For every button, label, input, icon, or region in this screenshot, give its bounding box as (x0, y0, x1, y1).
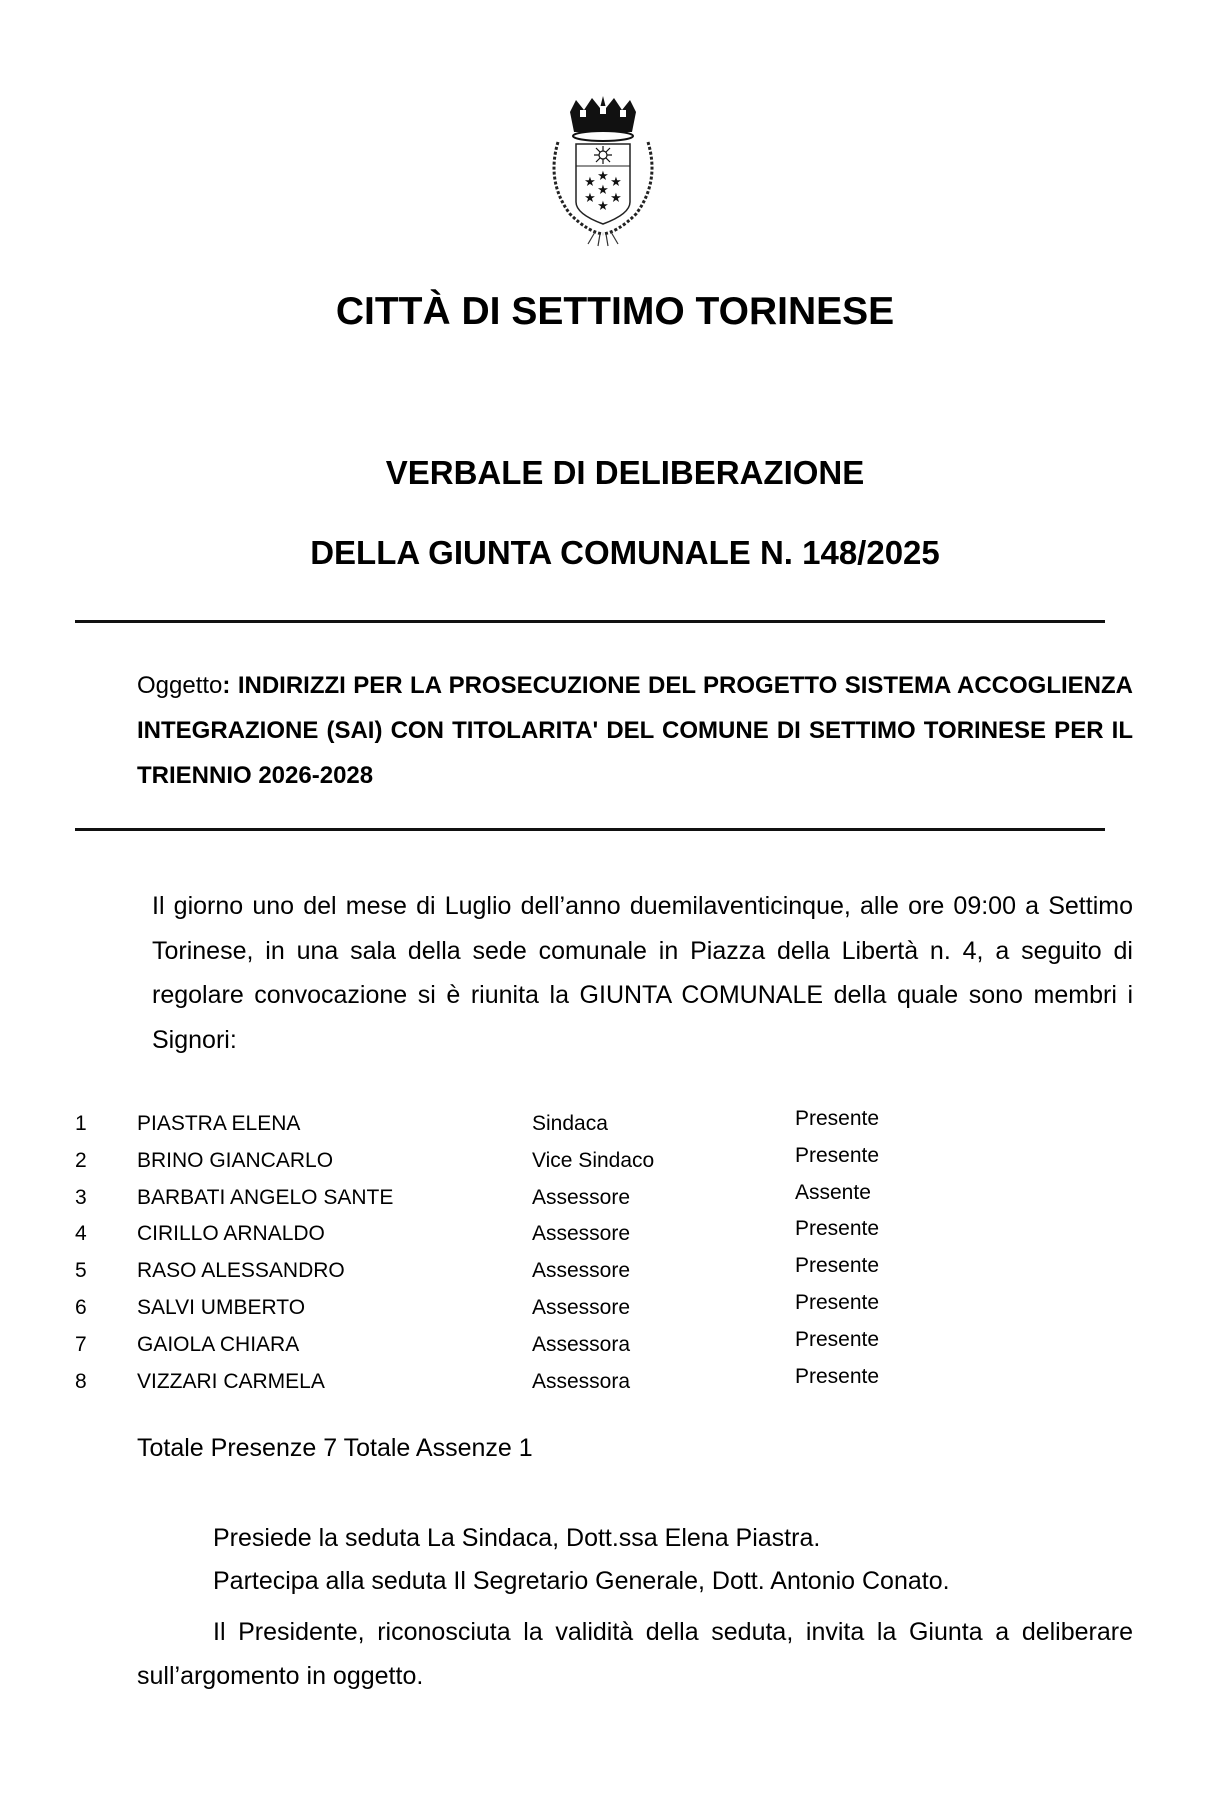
member-name: GAIOLA CHIARA (137, 1332, 300, 1356)
member-row (0, 1254, 1230, 1296)
member-row (0, 1217, 1230, 1259)
member-role: Vice Sindaco (532, 1148, 655, 1172)
member-status: Assente (795, 1180, 871, 1204)
subject-colon: : (222, 672, 231, 699)
presiding-statement: Presiede la seduta La Sindaca, Dott.ssa Elena Piastra. (213, 1524, 821, 1552)
member-status: Presente (795, 1327, 880, 1351)
svg-text:★: ★ (597, 199, 609, 214)
member-number: 3 (75, 1185, 87, 1209)
validity-statement: Il Presidente, riconosciuta la validità della seduta, invita la Giunta a deliberare sull’argomento in oggetto. (137, 1618, 1133, 1690)
deliberation-number-title: DELLA GIUNTA COMUNALE N. 148/2025 (310, 534, 940, 571)
member-row (0, 1327, 1230, 1370)
members-table (0, 1107, 1230, 1406)
member-status: Presente (795, 1143, 880, 1167)
intro-paragraph: Il giorno uno del mese di Luglio dell’anno duemilaventicinque, alle ore 09:00 a Settimo Torinese, in una sala della sede comunale in Piazza della Libertà n. 4, a seguito di regolare convocazione si è riunita la GIUNTA COMUNALE della quale sono membri i Signori: (152, 892, 1133, 1054)
svg-text:★: ★ (610, 191, 622, 206)
member-role: Sindaca (532, 1112, 608, 1135)
member-row (0, 1143, 1230, 1186)
coat-of-arms-icon (540, 92, 665, 247)
svg-text:★: ★ (610, 175, 622, 190)
member-name: BARBATI ANGELO SANTE (137, 1185, 394, 1209)
member-number: 5 (75, 1259, 87, 1283)
member-status: Presente (795, 1217, 880, 1241)
member-status: Presente (795, 1364, 880, 1388)
subject-block (137, 663, 1133, 798)
document-type-title: VERBALE DI DELIBERAZIONE (385, 454, 865, 491)
member-status: Presente (795, 1290, 880, 1314)
member-role: Assessore (532, 1259, 631, 1283)
member-number: 2 (75, 1148, 87, 1172)
member-role: Assessore (532, 1222, 631, 1246)
attendance-totals: Totale Presenze 7 Totale Assenze 1 (137, 1434, 533, 1462)
member-row (0, 1290, 1230, 1333)
member-name: BRINO GIANCARLO (137, 1148, 334, 1172)
member-number: 8 (75, 1369, 87, 1393)
member-name: RASO ALESSANDRO (137, 1259, 345, 1283)
secretary-statement: Partecipa alla seduta Il Segretario Generale, Dott. Antonio Conato. (213, 1567, 950, 1595)
subject-text: INDIRIZZI PER LA PROSECUZIONE DEL PROGETTO SISTEMA ACCOGLIENZA INTEGRAZIONE (SAI) CON TITOLARITA' DEL COMUNE DI SETTIMO TORINESE PER IL TRIENNIO 2026-2028 (137, 672, 1134, 789)
member-row (0, 1364, 1230, 1407)
city-title: CITTÀ DI SETTIMO TORINESE (335, 290, 895, 333)
member-number: 6 (75, 1295, 87, 1319)
member-number: 7 (75, 1332, 87, 1356)
svg-text:★: ★ (584, 175, 596, 190)
member-row (0, 1180, 1230, 1223)
member-role: Assessore (532, 1185, 631, 1209)
member-number: 4 (75, 1222, 87, 1246)
member-number: 1 (75, 1112, 87, 1135)
svg-text:★: ★ (597, 169, 609, 184)
svg-text:★: ★ (597, 183, 609, 198)
svg-text:★: ★ (584, 191, 596, 206)
member-status: Presente (795, 1254, 880, 1278)
member-role: Assessore (532, 1295, 631, 1319)
member-name: PIASTRA ELENA (137, 1112, 301, 1135)
member-name: VIZZARI CARMELA (137, 1369, 325, 1393)
member-role: Assessora (532, 1332, 631, 1356)
member-role: Assessora (532, 1369, 631, 1393)
separator-line (75, 620, 1105, 623)
member-status: Presente (795, 1107, 880, 1130)
subject-label: Oggetto (137, 672, 223, 699)
member-name: SALVI UMBERTO (137, 1295, 306, 1319)
separator-line (75, 828, 1105, 831)
member-name: CIRILLO ARNALDO (137, 1222, 325, 1246)
member-row (0, 1107, 1230, 1149)
